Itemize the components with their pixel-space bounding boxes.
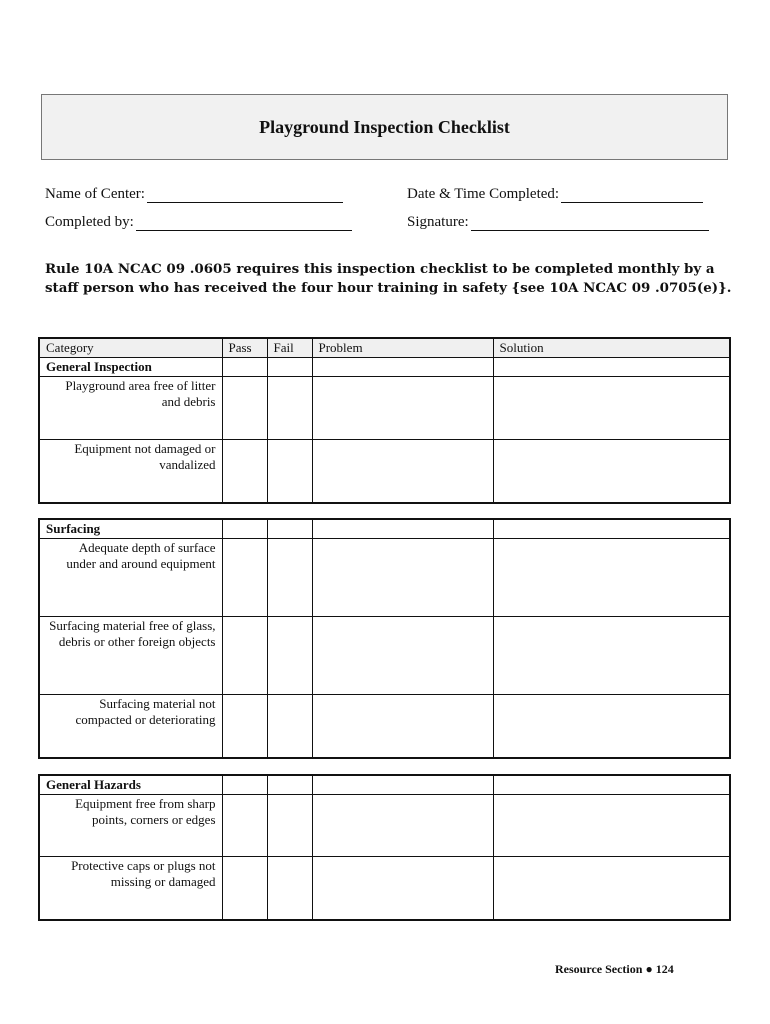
table-row xyxy=(39,440,730,503)
item-label: Equipment not damaged or vandalized xyxy=(39,440,222,503)
checklist-table-general-inspection xyxy=(38,337,731,504)
solution-cell[interactable] xyxy=(493,795,730,857)
fail-cell[interactable] xyxy=(267,857,312,920)
solution-cell[interactable] xyxy=(493,695,730,758)
item-label: Adequate depth of surface under and around equipment xyxy=(39,539,222,617)
table-row xyxy=(39,377,730,440)
item-label: Playground area free of litter and debris xyxy=(39,377,222,440)
name-of-center-field[interactable] xyxy=(45,186,343,203)
solution-cell[interactable] xyxy=(493,358,730,377)
title-box xyxy=(41,94,728,160)
header-pass: Pass xyxy=(222,338,267,358)
date-time-field[interactable] xyxy=(407,186,703,203)
solution-cell[interactable] xyxy=(493,775,730,795)
pass-cell[interactable] xyxy=(222,440,267,503)
signature-label: Signature: xyxy=(407,214,469,230)
pass-cell[interactable] xyxy=(222,795,267,857)
completed-by-field[interactable] xyxy=(45,214,352,231)
pass-cell[interactable] xyxy=(222,617,267,695)
item-label: Equipment free from sharp points, corners or edges xyxy=(39,795,222,857)
problem-cell[interactable] xyxy=(312,857,493,920)
item-label: Surfacing material free of glass, debris or other foreign objects xyxy=(39,617,222,695)
table-row xyxy=(39,617,730,695)
page-footer xyxy=(555,962,674,977)
fail-cell[interactable] xyxy=(267,440,312,503)
signature-field[interactable] xyxy=(407,214,709,231)
table-row xyxy=(39,795,730,857)
pass-cell[interactable] xyxy=(222,519,267,539)
item-label: Surfacing material not compacted or deteriorating xyxy=(39,695,222,758)
fail-cell[interactable] xyxy=(267,358,312,377)
pass-cell[interactable] xyxy=(222,695,267,758)
solution-cell[interactable] xyxy=(493,617,730,695)
date-time-label: Date & Time Completed: xyxy=(407,186,560,202)
solution-cell[interactable] xyxy=(493,440,730,503)
table-row xyxy=(39,695,730,758)
pass-cell[interactable] xyxy=(222,539,267,617)
rule-text: Rule 10A NCAC 09 .0605 requires this inspection checklist to be completed monthly by a staff person who has received the four hour training in safety {see 10A NCAC 09 .0705(e)}. xyxy=(45,261,732,296)
date-time-line[interactable] xyxy=(561,188,703,203)
section-row xyxy=(39,358,730,377)
footer-label: Resource Section xyxy=(555,962,643,976)
bullet-icon: ● xyxy=(645,962,653,976)
problem-cell[interactable] xyxy=(312,377,493,440)
item-label: Protective caps or plugs not missing or damaged xyxy=(39,857,222,920)
table-row xyxy=(39,539,730,617)
problem-cell[interactable] xyxy=(312,775,493,795)
pass-cell[interactable] xyxy=(222,358,267,377)
fail-cell[interactable] xyxy=(267,695,312,758)
header-fail: Fail xyxy=(267,338,312,358)
fail-cell[interactable] xyxy=(267,795,312,857)
solution-cell[interactable] xyxy=(493,857,730,920)
section-name: Surfacing xyxy=(39,519,222,539)
section-row xyxy=(39,775,730,795)
signature-line[interactable] xyxy=(471,216,709,231)
section-name: General Inspection xyxy=(39,358,222,377)
name-of-center-line[interactable] xyxy=(147,188,343,203)
fail-cell[interactable] xyxy=(267,775,312,795)
completed-by-line[interactable] xyxy=(136,216,352,231)
completed-by-label: Completed by: xyxy=(45,214,134,230)
fail-cell[interactable] xyxy=(267,617,312,695)
checklist-table-surfacing xyxy=(38,518,731,759)
problem-cell[interactable] xyxy=(312,695,493,758)
pass-cell[interactable] xyxy=(222,775,267,795)
problem-cell[interactable] xyxy=(312,617,493,695)
problem-cell[interactable] xyxy=(312,519,493,539)
section-name: General Hazards xyxy=(39,775,222,795)
problem-cell[interactable] xyxy=(312,358,493,377)
fail-cell[interactable] xyxy=(267,539,312,617)
header-solution: Solution xyxy=(493,338,730,358)
problem-cell[interactable] xyxy=(312,440,493,503)
solution-cell[interactable] xyxy=(493,539,730,617)
solution-cell[interactable] xyxy=(493,377,730,440)
header-category: Category xyxy=(39,338,222,358)
problem-cell[interactable] xyxy=(312,795,493,857)
problem-cell[interactable] xyxy=(312,539,493,617)
header-row xyxy=(39,338,730,358)
pass-cell[interactable] xyxy=(222,377,267,440)
fail-cell[interactable] xyxy=(267,519,312,539)
section-row xyxy=(39,519,730,539)
header-problem: Problem xyxy=(312,338,493,358)
checklist-table-general-hazards xyxy=(38,774,731,921)
pass-cell[interactable] xyxy=(222,857,267,920)
page-title: Playground Inspection Checklist xyxy=(259,116,510,137)
name-of-center-label: Name of Center: xyxy=(45,186,145,202)
page-number: 124 xyxy=(655,962,674,976)
solution-cell[interactable] xyxy=(493,519,730,539)
fail-cell[interactable] xyxy=(267,377,312,440)
table-row xyxy=(39,857,730,920)
